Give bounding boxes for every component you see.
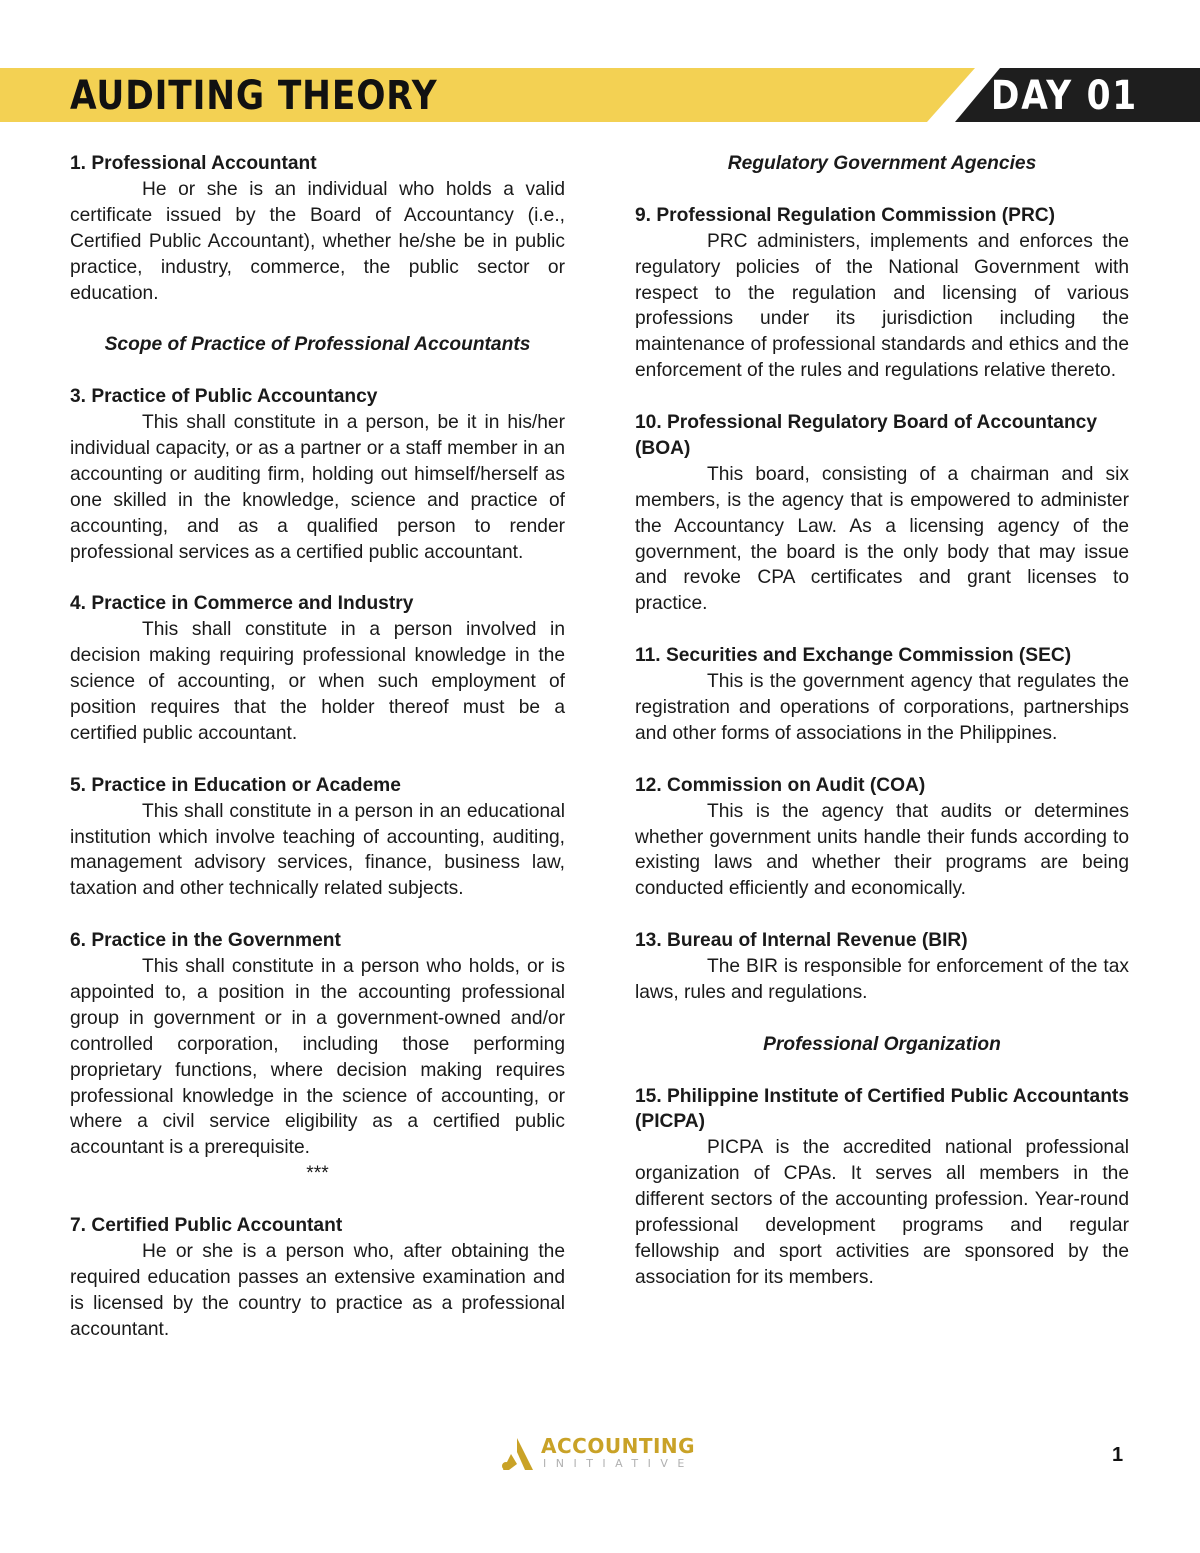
- header-day-label: DAY 01: [991, 73, 1138, 119]
- logo-wordmark: ACCOUNTING: [541, 1434, 696, 1458]
- section-education-academe: [70, 773, 565, 903]
- accounting-initiative-logo: [497, 1434, 702, 1476]
- section-body: This shall constitute in a person who holds, or is appointed to, a position in the accounting professional group in government or in a government-owned and/or controlled corporation, including those performing proprietary functions, where decision making requires professional knowledge in the science of accounting, or where a civil service eligibility as a certified public accountant is a prerequisite.: [70, 956, 565, 1159]
- section-body: This is the agency that audits or determines whether government units handle their funds according to existing laws and whether their programs are being conducted efficiently and economically.: [635, 800, 1129, 900]
- section-body: He or she is a person who, after obtaining the required education passes an extensive examination and is licensed by the country to practice as a professional accountant.: [70, 1240, 565, 1340]
- section-heading: 7. Certified Public Accountant: [70, 1215, 343, 1237]
- section-sec: [635, 643, 1129, 747]
- section-heading: 10. Professional Regulatory Board of Accountancy (BOA): [635, 412, 1098, 459]
- section-heading: 9. Professional Regulation Commission (PRC): [635, 204, 1056, 226]
- section-heading: 15. Philippine Institute of Certified Public Accountants (PICPA): [635, 1085, 1129, 1133]
- section-heading: 13. Bureau of Internal Revenue (BIR): [635, 930, 968, 952]
- subheading-regulatory-agencies: Regulatory Government Agencies: [727, 153, 1037, 174]
- page-number: 1: [1112, 1444, 1124, 1466]
- section-body: He or she is an individual who holds a valid certificate issued by the Board of Accountancy (i.e., Certified Public Accountant), whether he/she be in public practice, industry, commerce, the public sector or education.: [70, 178, 565, 304]
- section-heading: 1. Professional Accountant: [70, 153, 317, 174]
- section-heading: 4. Practice in Commerce and Industry: [70, 593, 414, 615]
- section-body: The BIR is responsible for enforcement of the tax laws, rules and regulations.: [635, 956, 1129, 1003]
- logo-mark-icon: [497, 1434, 537, 1474]
- section-body: This shall constitute in a person, be it in his/her individual capacity, or as a partner or a staff member in an accounting or auditing firm, holding out himself/herself as one skilled in the knowledge, science and practice of accounting, and as a qualified person to render professional services as a certified public accountant.: [70, 412, 565, 563]
- section-bir: [635, 928, 1129, 1006]
- section-coa: [635, 773, 1129, 903]
- section-heading: 5. Practice in Education or Academe: [70, 774, 401, 796]
- section-heading: 11. Securities and Exchange Commission (SEC): [635, 645, 1072, 667]
- right-column: [635, 151, 1129, 1317]
- section-picpa: [635, 1084, 1129, 1291]
- section-boa: [635, 410, 1129, 617]
- section-body: This board, consisting of a chairman and six members, is the agency that is empowered to administer the Accountancy Law. As a licensing agency of the government, the board is the only body that may issue and revoke CPA certificates and grant licenses to practice.: [635, 463, 1129, 615]
- section-body: This is the government agency that regulates the registration and operations of corporations, partnerships and other forms of associations in the Philippines.: [635, 671, 1129, 744]
- section-divider-stars: ***: [306, 1163, 329, 1185]
- subheading-professional-organization: Professional Organization: [763, 1033, 1001, 1055]
- section-heading: 6. Practice in the Government: [70, 930, 341, 952]
- logo-subtext: INITIATIVE: [543, 1457, 694, 1470]
- section-certified-public-accountant: [70, 1213, 565, 1343]
- section-government: [70, 928, 565, 1161]
- section-body: PICPA is the accredited national professional organization of CPAs. It serves all members in the different sectors of the accounting profession. Year-round professional development programs and regular fellowship and sport activities are sponsored by the association for its members.: [635, 1137, 1129, 1288]
- section-public-accountancy: [70, 384, 565, 565]
- subheading-scope-of-practice: Scope of Practice of Professional Accountants: [104, 334, 531, 356]
- header-title: AUDITING THEORY: [70, 73, 438, 119]
- section-prc: [635, 203, 1129, 384]
- section-body: This shall constitute in a person involved in decision making requiring professional knowledge in the science of accounting, or when such employment of position requires that the holder thereof must be a certified public accountant.: [70, 619, 565, 744]
- page-header: [0, 68, 1200, 122]
- section-professional-accountant: [70, 151, 565, 306]
- section-body: PRC administers, implements and enforces the regulatory policies of the National Government with respect to the regulation and licensing of various professions under its jurisdiction including the maintenance of professional standards and ethics and the enforcement of the rules and regulations relative thereto.: [635, 230, 1129, 382]
- section-heading: 3. Practice of Public Accountancy: [70, 386, 378, 408]
- section-body: This shall constitute in a person in an educational institution which involve teaching of accounting, auditing, management advisory services, finance, business law, taxation and other technically related subjects.: [70, 800, 565, 900]
- section-commerce-industry: [70, 591, 565, 746]
- section-heading: 12. Commission on Audit (COA): [635, 774, 926, 796]
- left-column: [70, 151, 565, 1368]
